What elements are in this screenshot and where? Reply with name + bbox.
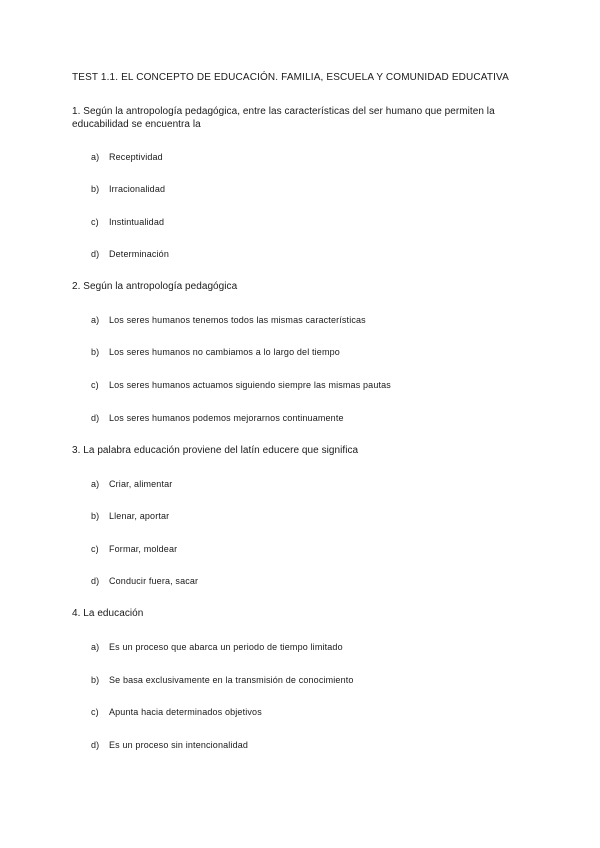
question-2-option-a (91, 315, 366, 325)
question-4-option-b (91, 675, 354, 685)
option-text: Criar, alimentar (109, 479, 173, 489)
option-letter: d) (91, 740, 100, 750)
option-text: Se basa exclusivamente en la transmisión de conocimiento (109, 675, 354, 685)
option-letter: a) (91, 642, 100, 652)
question-3-option-d (91, 576, 198, 586)
option-text: Los seres humanos no cambiamos a lo largo del tiempo (109, 347, 340, 357)
question-1: 1. Según la antropología pedagógica, entre las características del ser humano que permiten la educabilidad se encuentra la (72, 106, 495, 130)
option-letter: a) (91, 479, 100, 489)
question-4-option-d (91, 740, 248, 750)
question-2: 2. Según la antropología pedagógica (72, 281, 238, 292)
option-letter: d) (91, 413, 100, 423)
option-letter: c) (91, 707, 99, 717)
option-letter: d) (91, 576, 100, 586)
option-text: Es un proceso sin intencionalidad (109, 740, 249, 750)
option-text: Es un proceso que abarca un periodo de tiempo limitado (109, 642, 343, 652)
question-3-option-c (91, 544, 177, 554)
option-text: Instintualidad (109, 217, 165, 227)
option-letter: a) (91, 315, 100, 325)
option-text: Los seres humanos podemos mejorarnos continuamente (109, 413, 344, 423)
question-4: 4. La educación (72, 608, 144, 619)
option-letter: b) (91, 347, 100, 357)
option-letter: b) (91, 184, 100, 194)
question-2-option-d (91, 413, 344, 423)
option-letter: b) (91, 675, 100, 685)
question-1-option-c (91, 217, 164, 227)
option-letter: a) (91, 152, 100, 162)
option-letter: c) (91, 217, 99, 227)
option-text: Llenar, aportar (109, 511, 170, 521)
option-text: Los seres humanos actuamos siguiendo siempre las mismas pautas (109, 380, 391, 390)
option-letter: d) (91, 249, 100, 259)
option-text: Conducir fuera, sacar (109, 576, 199, 586)
option-text: Receptividad (109, 152, 163, 162)
question-1-option-d (91, 249, 169, 259)
option-text: Apunta hacia determinados objetivos (109, 707, 262, 717)
question-3: 3. La palabra educación proviene del latín educere que significa (72, 445, 359, 456)
question-4-option-a (91, 642, 343, 652)
option-text: Los seres humanos tenemos todos las mismas características (109, 315, 366, 325)
option-letter: c) (91, 380, 99, 390)
option-text: Formar, moldear (109, 544, 178, 554)
question-2-option-b (91, 347, 340, 357)
option-letter: b) (91, 511, 100, 521)
option-letter: c) (91, 544, 99, 554)
option-text: Determinación (109, 249, 169, 259)
question-3-option-b (91, 511, 169, 521)
question-1-option-a (91, 152, 163, 162)
document-title: TEST 1.1. EL CONCEPTO DE EDUCACIÓN. FAMILIA, ESCUELA Y COMUNIDAD EDUCATIVA (72, 72, 509, 83)
question-3-option-a (91, 479, 172, 489)
option-text: Irracionalidad (109, 184, 166, 194)
question-2-option-c (91, 380, 391, 390)
question-4-option-c (91, 707, 262, 717)
question-1-option-b (91, 184, 165, 194)
